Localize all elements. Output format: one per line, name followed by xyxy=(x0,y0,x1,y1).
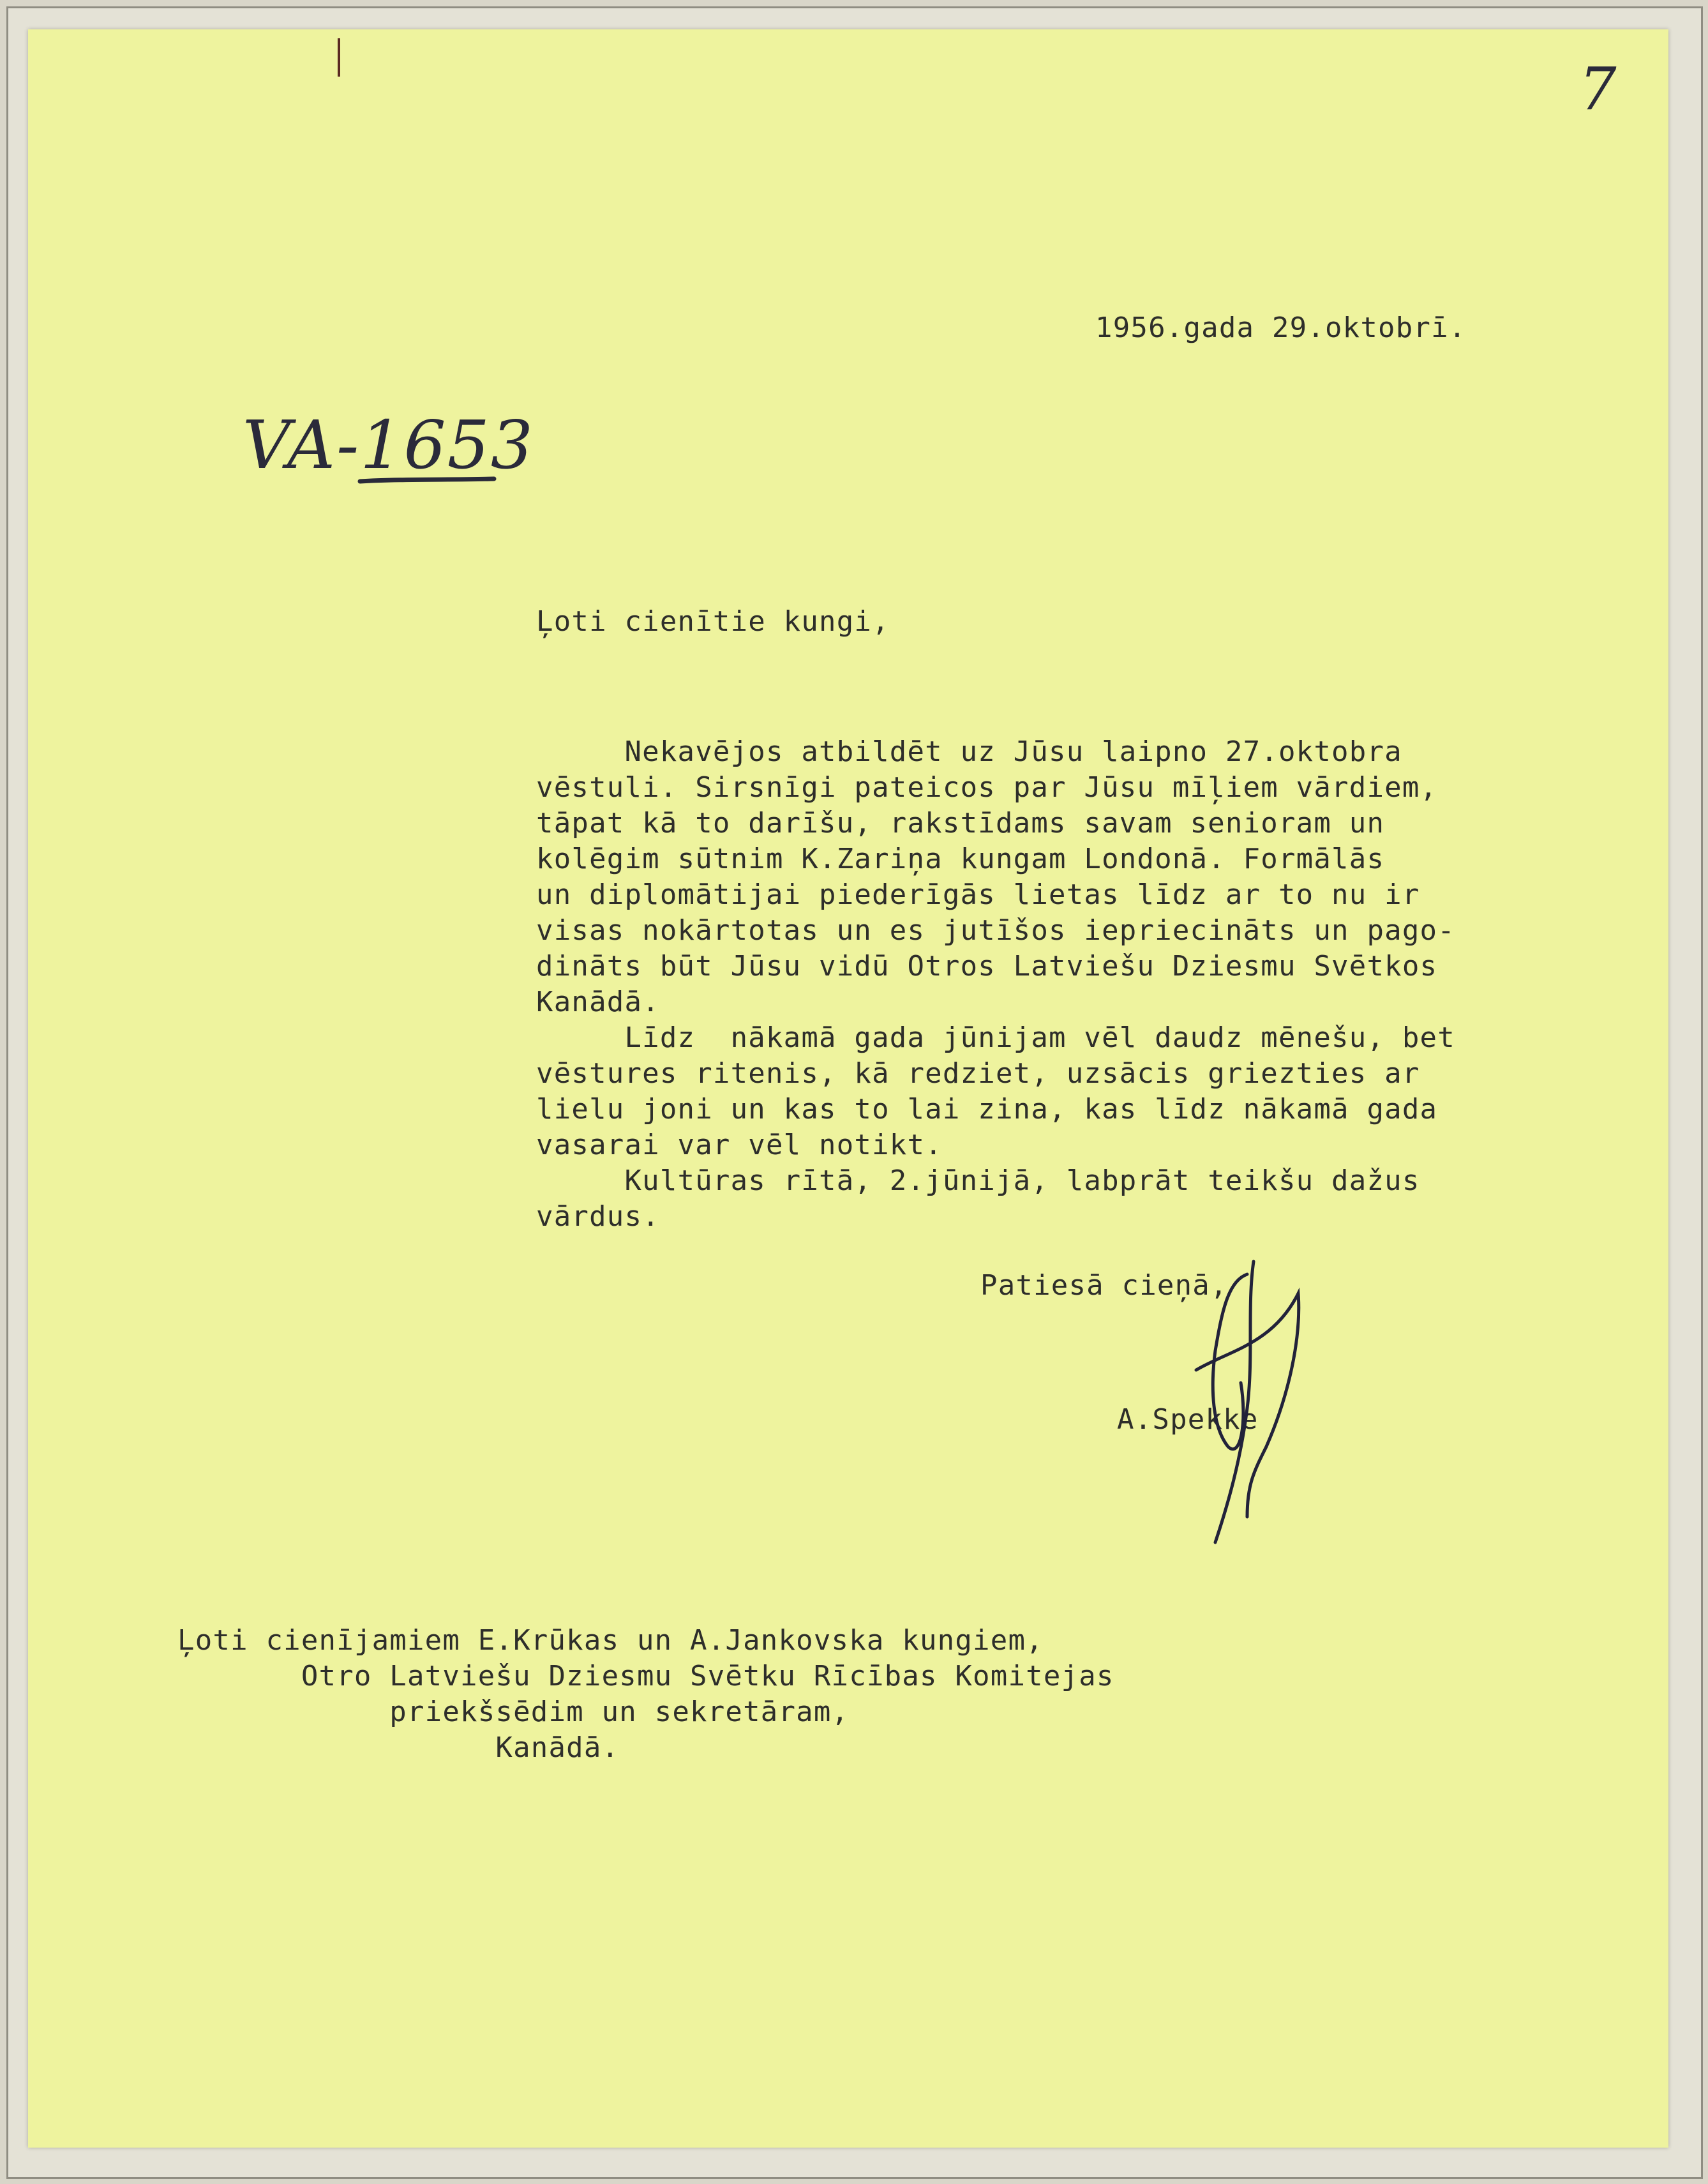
signatory-name: A.Spekke xyxy=(1117,1403,1259,1436)
reference-underline xyxy=(357,475,498,488)
addressee-line: priekšsēdim un sekretāram, xyxy=(177,1696,850,1728)
body-line: lielu joni un kas to lai zina, kas līdz nākamā gada xyxy=(536,1093,1438,1126)
body-line: Nekavējos atbildēt uz Jūsu laipno 27.oktobra xyxy=(536,735,1402,768)
handwritten-signature xyxy=(1151,1255,1305,1555)
letter-date: 1956.gada 29.oktobrī. xyxy=(1095,312,1467,344)
closing: Patiesā cieņā, xyxy=(980,1269,1228,1302)
salutation: Ļoti cienītie kungi, xyxy=(536,605,890,638)
body-line: visas nokārtotas un es jutīšos iepriecināts un pago- xyxy=(536,914,1455,947)
body-line: Kanādā. xyxy=(536,986,660,1018)
addressee-line: Otro Latviešu Dziesmu Svētku Rīcības Komitejas xyxy=(177,1660,1114,1692)
body-line: tāpat kā to darīšu, rakstīdams savam senioram un xyxy=(536,807,1385,840)
addressee-line: Ļoti cienījamiem E.Krūkas un A.Jankovska kungiem, xyxy=(177,1624,1044,1657)
body-line: vārdus. xyxy=(536,1200,660,1233)
body-line: dināts būt Jūsu vidū Otros Latviešu Dziesmu Svētkos xyxy=(536,950,1438,983)
body-line: vēstuli. Sirsnīgi pateicos par Jūsu mīļiem vārdiem, xyxy=(536,771,1438,804)
body-line: Kultūras rītā, 2.jūnijā, labprāt teikšu dažus xyxy=(536,1164,1420,1197)
body-line: vēstures ritenis, kā redziet, uzsācis griezties ar xyxy=(536,1057,1420,1090)
body-line: un diplomātijai piederīgās lietas līdz ar to nu ir xyxy=(536,878,1420,911)
body-line: vasarai var vēl notikt. xyxy=(536,1129,943,1161)
body-line: Līdz nākamā gada jūnijam vēl daudz mēnešu, bet xyxy=(536,1021,1455,1054)
reference-number: VA-1653 xyxy=(243,406,534,484)
tick-mark xyxy=(336,38,342,83)
body-line: kolēgim sūtnim K.Zariņa kungam Londonā. Formālās xyxy=(536,843,1385,875)
addressee-line: Kanādā. xyxy=(177,1731,620,1764)
letter-sheet xyxy=(28,29,1668,2148)
page-number: 7 xyxy=(1579,55,1617,123)
